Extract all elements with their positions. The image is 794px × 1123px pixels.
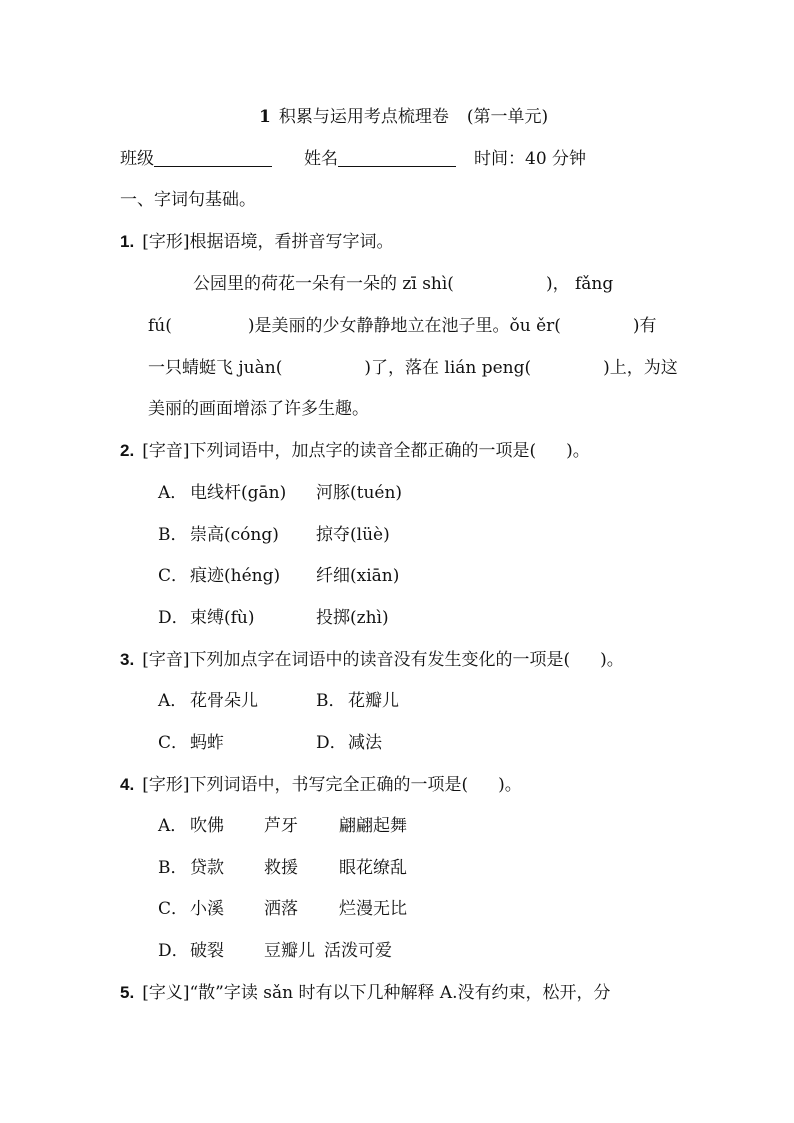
question-3-option-a[interactable]: A． 花骨朵儿 [158,691,258,711]
question-number: 1. [120,232,135,251]
question-number: 3. [120,650,135,669]
question-number: 2. [120,441,135,460]
name-label: 姓名 [304,149,338,169]
page-title [259,106,548,128]
question-4-option-d[interactable]: D．破裂 豆瓣儿 活泼可爱 [158,941,392,961]
question-1-line-1: 公园里的荷花一朵有一朵的 zī shì( )， fǎng [193,274,614,294]
question-number: 5. [120,983,135,1002]
question-1-stem: 1. [字形]根据语境，看拼音写字词。 [120,232,394,252]
question-2-option-b[interactable]: B． 崇高(cóng) 掠夺(lüè) [158,525,390,545]
title-unit: (第一单元) [466,107,549,127]
question-2-option-a[interactable]: A． 电线杆(gān) 河豚(tuén) [158,483,403,503]
question-number: 4. [120,775,135,794]
question-2-option-d[interactable]: D．束缚(fù) 投掷(zhì) [158,608,389,628]
section-heading: 一、字词句基础。 [120,190,256,210]
name-blank[interactable] [338,149,456,167]
question-2-option-c[interactable]: C． 痕迹(héng) 纤细(xiān) [158,566,400,586]
question-3-option-b[interactable]: B． 花瓣儿 [316,691,399,711]
question-1-line-2: fú( )是美丽的少女静静地立在池子里。ǒu ěr( )有 [148,316,657,336]
question-1-line-3: 一只蜻蜓飞 juàn( )了，落在 lián peng( )上，为这 [148,358,678,378]
time-text: 时间：40 分钟 [474,149,587,169]
question-3-options-row-2 [158,732,382,754]
question-4-option-a[interactable]: A． 吹佛 芦牙 翩翩起舞 [158,816,407,836]
question-2-stem: 2. [字音]下列词语中，加点字的读音全都正确的一项是( )。 [120,441,590,461]
question-3-option-c[interactable]: C． 蚂蚱 [158,733,224,753]
question-3-option-d[interactable]: D．减法 [316,733,382,753]
question-5-stem: 5. [字义]“散”字读 sǎn 时有以下几种解释 A.没有约束，松开，分 [120,983,611,1003]
class-label: 班级 [120,149,154,169]
student-info-row [120,148,586,170]
question-4-stem: 4. [字形]下列词语中，书写完全正确的一项是( )。 [120,775,522,795]
question-4-option-c[interactable]: C． 小溪 洒落 烂漫无比 [158,899,407,919]
title-number: 1 [259,107,271,127]
title-text: 积累与运用考点梳理卷 [278,107,449,127]
question-3-options-row-1 [158,690,399,712]
question-3-stem: 3. [字音]下列加点字在词语中的读音没有发生变化的一项是( )。 [120,650,624,670]
question-4-option-b[interactable]: B． 贷款 救援 眼花缭乱 [158,858,407,878]
question-1-line-4: 美丽的画面增添了许多生趣。 [148,399,369,419]
class-blank[interactable] [154,149,272,167]
